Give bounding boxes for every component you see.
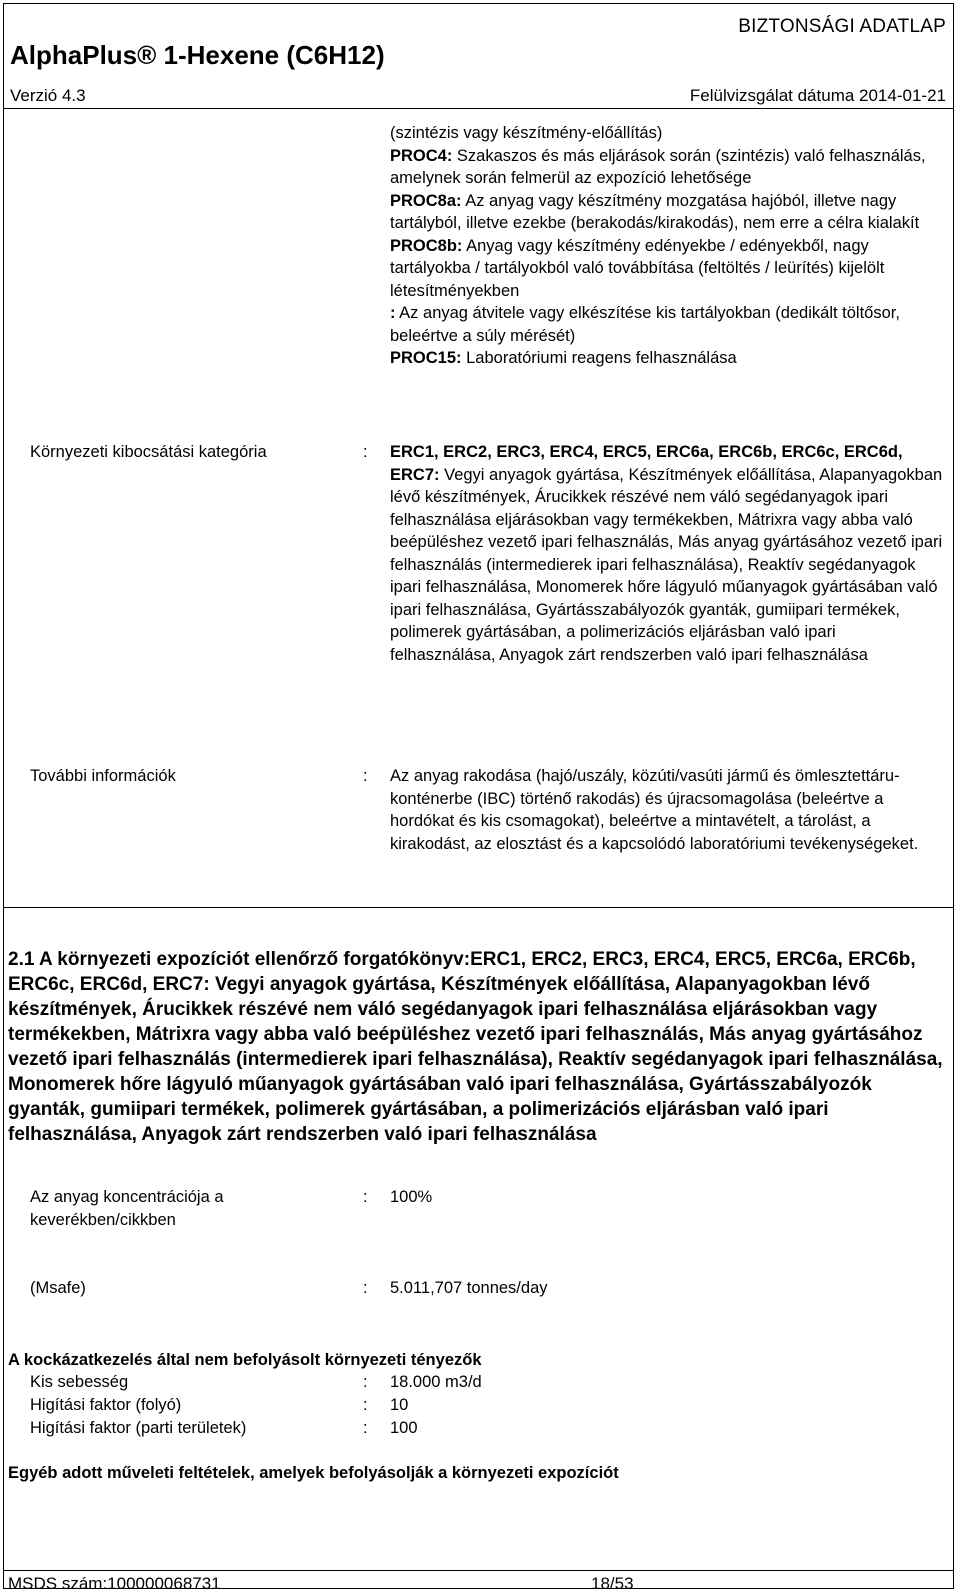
proc-item: PROC4: Szakaszos és más eljárások során (szintézis) való felhasználás, amelynek során felmerül az expozíció lehetősége xyxy=(390,146,926,187)
env-factor-value: 10 xyxy=(390,1396,409,1414)
further-info-value: Az anyag rakodása (hajó/uszály, közúti/vasúti jármű és ömlesztettáru-konténerbe (IBC) történő rakodás) és újracsomagolása (beleértve a hordókat és kis csomagokat), beleértve a mintavételt, a tárolást, a kirakodást, az elosztást és a kapcsolódó laboratóriumi tevékenységeket. xyxy=(390,767,919,853)
env-factors-heading: A kockázatkezelés által nem befolyásolt környezeti tényezők xyxy=(8,1351,482,1369)
further-info-label: További információk xyxy=(30,767,176,785)
msafe-colon: : xyxy=(363,1279,368,1297)
env-factor-value: 100 xyxy=(390,1419,418,1437)
header-divider xyxy=(3,108,954,109)
proc-item: PROC8b: Anyag vagy készítmény edényekbe / edényekből, nagy tartályokba / tartályokból való továbbítása (feltöltés / leürítés) kijelölt létesítményekben xyxy=(390,236,885,300)
env-factor-colon: : xyxy=(363,1396,368,1414)
product-name: AlphaPlus® 1-Hexene (C6H12) xyxy=(10,40,385,70)
concentration-colon: : xyxy=(363,1188,368,1206)
env-factor-value: 18.000 m3/d xyxy=(390,1373,482,1391)
env-factor-label: Higítási faktor (folyó) xyxy=(30,1396,182,1414)
concentration-value: 100% xyxy=(390,1188,433,1206)
proc-item: PROC8a: Az anyag vagy készítmény mozgatása hajóból, illetve nagy tartályból, illetve ezekbe (berakodás/kirakodás), nem erre a célra kialakít xyxy=(390,191,920,232)
msafe-label: (Msafe) xyxy=(30,1279,86,1297)
document-type: BIZTONSÁGI ADATLAP xyxy=(738,16,946,37)
env-factor-label: Higítási faktor (parti területek) xyxy=(30,1419,247,1437)
env-category-colon: : xyxy=(363,443,368,461)
concentration-label: Az anyag koncentrációja a keverékben/cikkben xyxy=(30,1188,224,1229)
proc-item: PROC15: Laboratóriumi reagens felhasználása xyxy=(390,349,737,367)
section-divider xyxy=(3,907,954,908)
further-info-colon: : xyxy=(363,767,368,785)
proc-item: : Az anyag átvitele vagy elkészítése kis tartályokban (dedikált töltősor, beleértve a súly mérését) xyxy=(390,304,900,345)
version: Verzió 4.3 xyxy=(10,86,86,105)
proc-list xyxy=(390,122,945,370)
env-factor-label: Kis sebesség xyxy=(30,1373,129,1391)
env-category-value: ERC1, ERC2, ERC3, ERC4, ERC5, ERC6a, ERC6b, ERC6c, ERC6d, ERC7: Vegyi anyagok gyártása, Készítmények előállítása, Alapanyagokban lévő készítmények, Árucikkek részévé nem váló segédanyagok ipari felhasználása eljárásokban vagy termékekben, Mátrixra vagy abba való beépüléshez vezető ipari felhasználás, Más anyag gyártásához vezető ipari felhasználás (intermedierek ipari felhasználása), Reaktív segédanyagok ipari felhasználása, Monomerek hőre lágyuló műanyagok gyártásában való ipari felhasználása, Gyártásszabályozók gyanták, gumiipari termékek, polimerek gyártásában, a polimerizációs eljárásban való ipari felhasználása, Anyagok zárt rendszerben való ipari felhasználása xyxy=(390,443,943,664)
proc-item: (szintézis vagy készítmény-előállítás) xyxy=(390,124,663,142)
page-number: 18/53 xyxy=(591,1574,634,1593)
review-date: Felülvizsgálat dátuma 2014-01-21 xyxy=(689,86,946,105)
env-factor-colon: : xyxy=(363,1419,368,1437)
other-conditions-heading: Egyéb adott műveleti feltételek, amelyek befolyásolják a környezeti expozíciót xyxy=(8,1464,619,1482)
section-2-1-title: 2.1 A környezeti expozíciót ellenőrző forgatókönyv:ERC1, ERC2, ERC3, ERC4, ERC5, ERC6a, ERC6b, ERC6c, ERC6d, ERC7: Vegyi anyagok gyártása, Készítmények előállítása, Alapanyagokban lévő készítmények, Árucikkek részévé nem váló segédanyagok ipari felhasználása eljárásokban vagy termékekben, Mátrixra vagy abba való beépüléshez vezető ipari felhasználás, Más anyag gyártásához vezető ipari felhasználás (intermedierek ipari felhasználása), Reaktív segédanyagok ipari felhasználása, Monomerek hőre lágyuló műanyagok gyártásában való ipari felhasználása, Gyártásszabályozók gyanták, gumiipari termékek, polimerek gyártásában, a polimerizációs eljárásban való ipari felhasználása, Anyagok zárt rendszerben való ipari felhasználása xyxy=(8,949,943,1145)
msafe-value: 5.011,707 tonnes/day xyxy=(390,1279,548,1297)
env-category-label: Környezeti kibocsátási kategória xyxy=(30,443,267,461)
env-factor-colon: : xyxy=(363,1373,368,1391)
msds-number: MSDS szám:100000068731 xyxy=(8,1574,221,1593)
footer-divider xyxy=(3,1570,954,1571)
